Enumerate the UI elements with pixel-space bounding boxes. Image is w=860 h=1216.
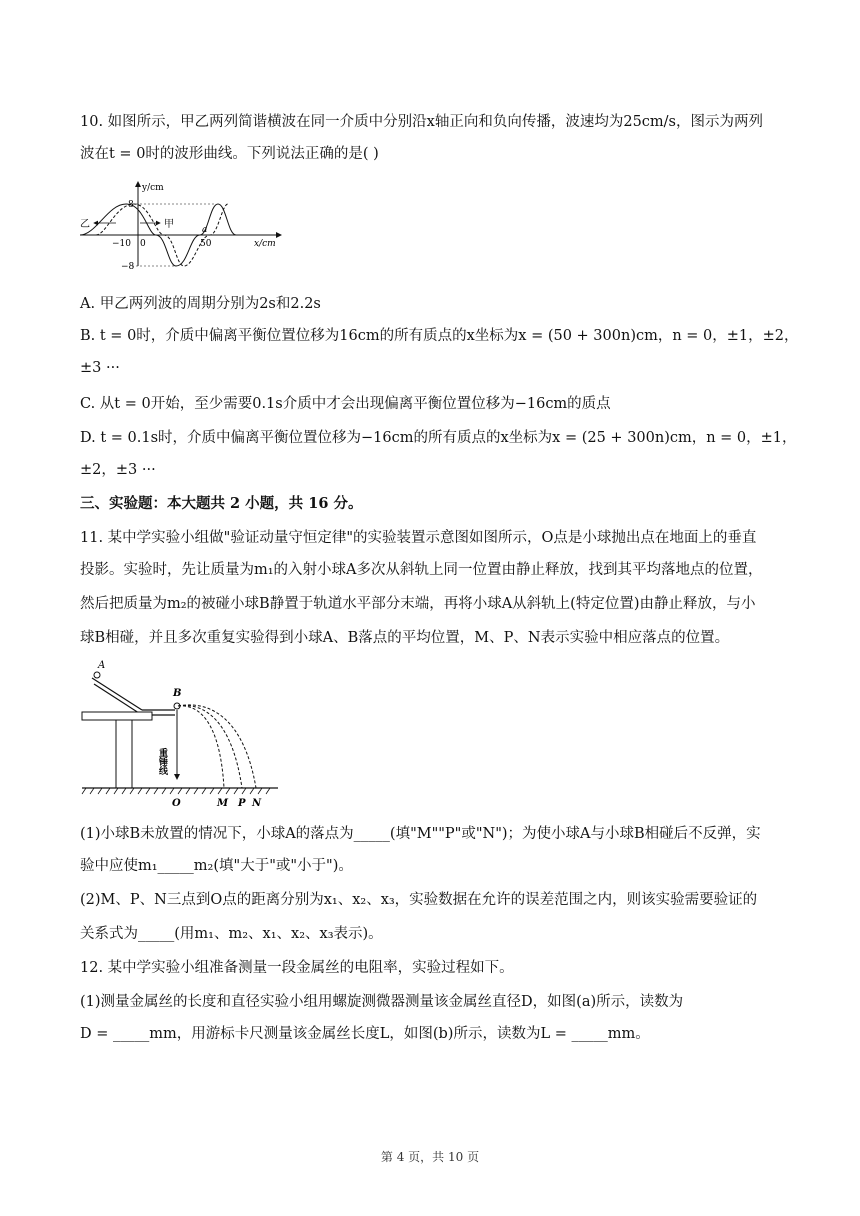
- q11-sub1-line2: 验中应使m₁_____m₂(填"大于"或"小于")。: [80, 858, 353, 874]
- point-o-label: O: [172, 798, 181, 809]
- y-axis-label: y/cm: [142, 183, 164, 193]
- q11-stem-line4: 球B相碰，并且多次重复实验得到小球A、B落点的平均位置，M、P、N表示实验中相应落点的位置。: [80, 630, 730, 646]
- incline-rail-bottom: [94, 684, 142, 715]
- x-neg-label: −10: [112, 239, 131, 249]
- q12-stem-line2: (1)测量金属丝的长度和直径实验小组用螺旋测微器测量该金属丝直径D，如图(a)所示，读数为: [80, 994, 684, 1010]
- plumb-line-label: 重锤线: [157, 748, 167, 775]
- q10-stem-line1: 10. 如图所示，甲乙两列简谐横波在同一介质中分别沿x轴正向和负向传播，波速均为25cm/s，图示为两列: [80, 114, 763, 130]
- q10-option-d-line1: D. t = 0.1s时，介质中偏离平衡位置位移为−16cm的所有质点的x坐标为x = (25 + 300n)cm，n = 0，±1，: [80, 430, 797, 446]
- point-n-label: N: [252, 798, 262, 809]
- plumb-bob: [174, 774, 180, 780]
- ball-b-label: B: [173, 688, 182, 699]
- q10-option-d-line2: ±2，±3 ···: [80, 462, 156, 478]
- ball-a-label: A: [98, 660, 106, 671]
- q10-option-a: A. 甲乙两列波的周期分别为2s和2.2s: [80, 296, 321, 312]
- q10-stem-line2: 波在t = 0时的波形曲线。下列说法正确的是( ): [80, 146, 379, 162]
- q10-option-b-line1: B. t = 0时，介质中偏离平衡位置位移为16cm的所有质点的x坐标为x = (50 + 300n)cm，n = 0，±1，±2，: [80, 328, 799, 344]
- origin-label: 0: [140, 239, 146, 249]
- q11-apparatus-figure: [80, 660, 280, 810]
- y-top-label: 8: [128, 200, 134, 210]
- ground-hatching: [82, 788, 270, 794]
- q10-wave-figure: [76, 178, 286, 270]
- x-50-label: 50: [200, 239, 212, 249]
- ball-a: [94, 672, 100, 678]
- wave-yi-label: 乙: [80, 219, 90, 230]
- table-top: [82, 712, 152, 720]
- point-m-label: M: [217, 798, 229, 809]
- wave-jia-label: 甲: [164, 219, 174, 230]
- q12-stem-line1: 12. 某中学实验小组准备测量一段金属丝的电阻率，实验过程如下。: [80, 960, 514, 976]
- incline-rail-top: [92, 678, 142, 710]
- q10-option-c: C. 从t = 0开始，至少需要0.1s介质中才会出现偏离平衡位置位移为−16cm的质点: [80, 396, 611, 412]
- point-a-label: a: [202, 225, 208, 235]
- y-bottom-label: −8: [121, 262, 135, 270]
- q10-option-b-line2: ±3 ···: [80, 360, 120, 376]
- q12-stem-line3: D = _____mm，用游标卡尺测量该金属丝长度L，如图(b)所示，读数为L = _____mm。: [80, 1026, 650, 1042]
- section-heading: 三、实验题：本大题共 2 小题，共 16 分。: [80, 495, 363, 512]
- trajectory-m: [178, 706, 224, 788]
- q11-stem-line1: 11. 某中学实验小组做"验证动量守恒定律"的实验装置示意图如图所示，O点是小球抛出点在地面上的垂直: [80, 530, 757, 546]
- q11-sub2-line1: (2)M、P、N三点到O点的距离分别为x₁、x₂、x₃，实验数据在允许的误差范围之内，则该实验需要验证的: [80, 892, 758, 908]
- point-p-label: P: [238, 798, 246, 809]
- page-footer: 第 4 页，共 10 页: [380, 1150, 480, 1164]
- q11-sub2-line2: 关系式为_____(用m₁、m₂、x₁、x₂、x₃表示)。: [80, 926, 383, 942]
- q11-stem-line2: 投影。实验时，先让质量为m₁的入射小球A多次从斜轨上同一位置由静止释放，找到其平均落地点的位置，: [80, 562, 763, 578]
- q11-stem-line3: 然后把质量为m₂的被碰小球B静置于轨道水平部分末端，再将小球A从斜轨上(特定位置)由静止释放，与小: [80, 596, 756, 612]
- x-axis-label: x/cm: [254, 239, 276, 249]
- trajectory-p: [178, 705, 242, 788]
- trajectory-n: [178, 705, 256, 788]
- q11-sub1-line1: (1)小球B未放置的情况下，小球A的落点为_____(填"M""P"或"N")；为使小球A与小球B相碰后不反弹，实: [80, 826, 761, 842]
